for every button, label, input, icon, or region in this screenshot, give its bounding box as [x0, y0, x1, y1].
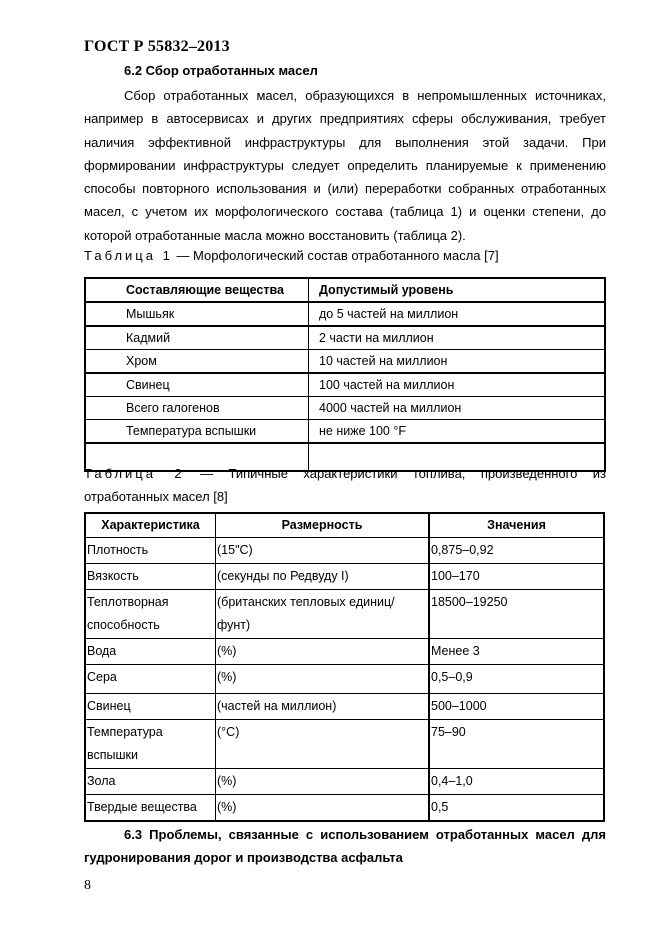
table-header-row — [85, 513, 604, 538]
cell-characteristic: Теплотворная способность — [85, 590, 216, 639]
table-row — [85, 665, 604, 694]
table-row — [85, 326, 605, 350]
table1-caption-label: Таблица 1 — [84, 248, 173, 263]
cell-unit: (%) — [216, 665, 430, 694]
table-row — [85, 350, 605, 374]
cell-characteristic: Температура вспышки — [85, 720, 216, 769]
cell-value: 0,5–0,9 — [429, 665, 604, 694]
table-row — [85, 538, 604, 564]
page-number: 8 — [84, 878, 91, 893]
cell-unit: (британских тепловых единиц/фунт) — [216, 590, 430, 639]
cell-characteristic: Твердые вещества — [85, 795, 216, 822]
cell-characteristic: Вязкость — [85, 564, 216, 590]
column-header: Значения — [429, 513, 604, 538]
cell-characteristic: Сера — [85, 665, 216, 694]
cell-substance: Температура вспышки — [85, 420, 309, 444]
cell-substance: Мышьяк — [85, 302, 309, 326]
cell-level: не ниже 100 °F — [309, 420, 606, 444]
table-row — [85, 590, 604, 639]
table2-caption-label: Таблица 2 — [84, 466, 185, 481]
column-header: Допустимый уровень — [309, 278, 606, 302]
section-6-2-paragraph: Сбор отработанных масел, образующихся в непромышленных источниках, например в автосервисах и других предприятиях сферы обслуживания, требует наличия эффективной инфраструктуры для выполнения этой задачи. При формировании инфраструктуры следует определить планируемые к применению способы повторного использования и (или) переработки собранных отработанных масел, с учетом их морфологического состава (таблица 1) и оценки степени, до которой отработанные масла можно восстановить (таблица 2). — [84, 88, 606, 243]
cell-level: 100 частей на миллион — [309, 373, 606, 397]
cell-value: 0,4–1,0 — [429, 769, 604, 795]
cell-substance: Кадмий — [85, 326, 309, 350]
table2-caption-text: — Типичные характеристики топлива, произведенного из отработанных масел [8] — [84, 466, 606, 505]
cell-characteristic: Плотность — [85, 538, 216, 564]
cell-substance: Хром — [85, 350, 309, 374]
cell-level: 10 частей на миллион — [309, 350, 606, 374]
table-row — [85, 720, 604, 769]
column-header: Составляющие вещества — [85, 278, 309, 302]
cell-unit: (%) — [216, 795, 430, 822]
cell-unit: (%) — [216, 639, 430, 665]
cell-unit: (частей на миллион) — [216, 694, 430, 720]
section-6-2-title: 6.2 Сбор отработанных масел — [124, 63, 318, 78]
cell-substance: Всего галогенов — [85, 397, 309, 420]
table-row — [85, 420, 605, 444]
column-header: Характеристика — [85, 513, 216, 538]
cell-characteristic: Вода — [85, 639, 216, 665]
cell-unit: (°C) — [216, 720, 430, 769]
column-header: Размерность — [216, 513, 430, 538]
table-row — [85, 639, 604, 665]
section-6-3-title: 6.3 Проблемы, связанные с использованием отработанных масел для гудронирования дорог и производства асфальта — [84, 827, 606, 866]
table-fuel-characteristics — [84, 512, 605, 822]
cell-unit: (15"C) — [216, 538, 430, 564]
table-row — [85, 397, 605, 420]
cell-level: 4000 частей на миллион — [309, 397, 606, 420]
table-row — [85, 769, 604, 795]
table-row — [85, 694, 604, 720]
table-row — [85, 302, 605, 326]
cell-value: 500–1000 — [429, 694, 604, 720]
cell-level: до 5 частей на миллион — [309, 302, 606, 326]
cell-level: 2 части на миллион — [309, 326, 606, 350]
cell-unit: (%) — [216, 769, 430, 795]
table1-caption-text: — Морфологический состав отработанного масла [7] — [172, 248, 499, 263]
table1-caption — [84, 244, 499, 267]
table-row — [85, 564, 604, 590]
cell-value: 75–90 — [429, 720, 604, 769]
table-morphological-composition — [84, 277, 606, 472]
cell-characteristic: Свинец — [85, 694, 216, 720]
cell-value: 0,5 — [429, 795, 604, 822]
cell-value: 100–170 — [429, 564, 604, 590]
cell-value: 0,875–0,92 — [429, 538, 604, 564]
cell-value: 18500–19250 — [429, 590, 604, 639]
cell-value: Менее 3 — [429, 639, 604, 665]
cell-substance: Свинец — [85, 373, 309, 397]
table-row — [85, 795, 604, 822]
cell-characteristic: Зола — [85, 769, 216, 795]
standard-header: ГОСТ Р 55832–2013 — [84, 38, 230, 55]
table-header-row — [85, 278, 605, 302]
table2-caption — [84, 462, 606, 509]
table-row — [85, 373, 605, 397]
cell-unit: (секунды по Редвуду I) — [216, 564, 430, 590]
